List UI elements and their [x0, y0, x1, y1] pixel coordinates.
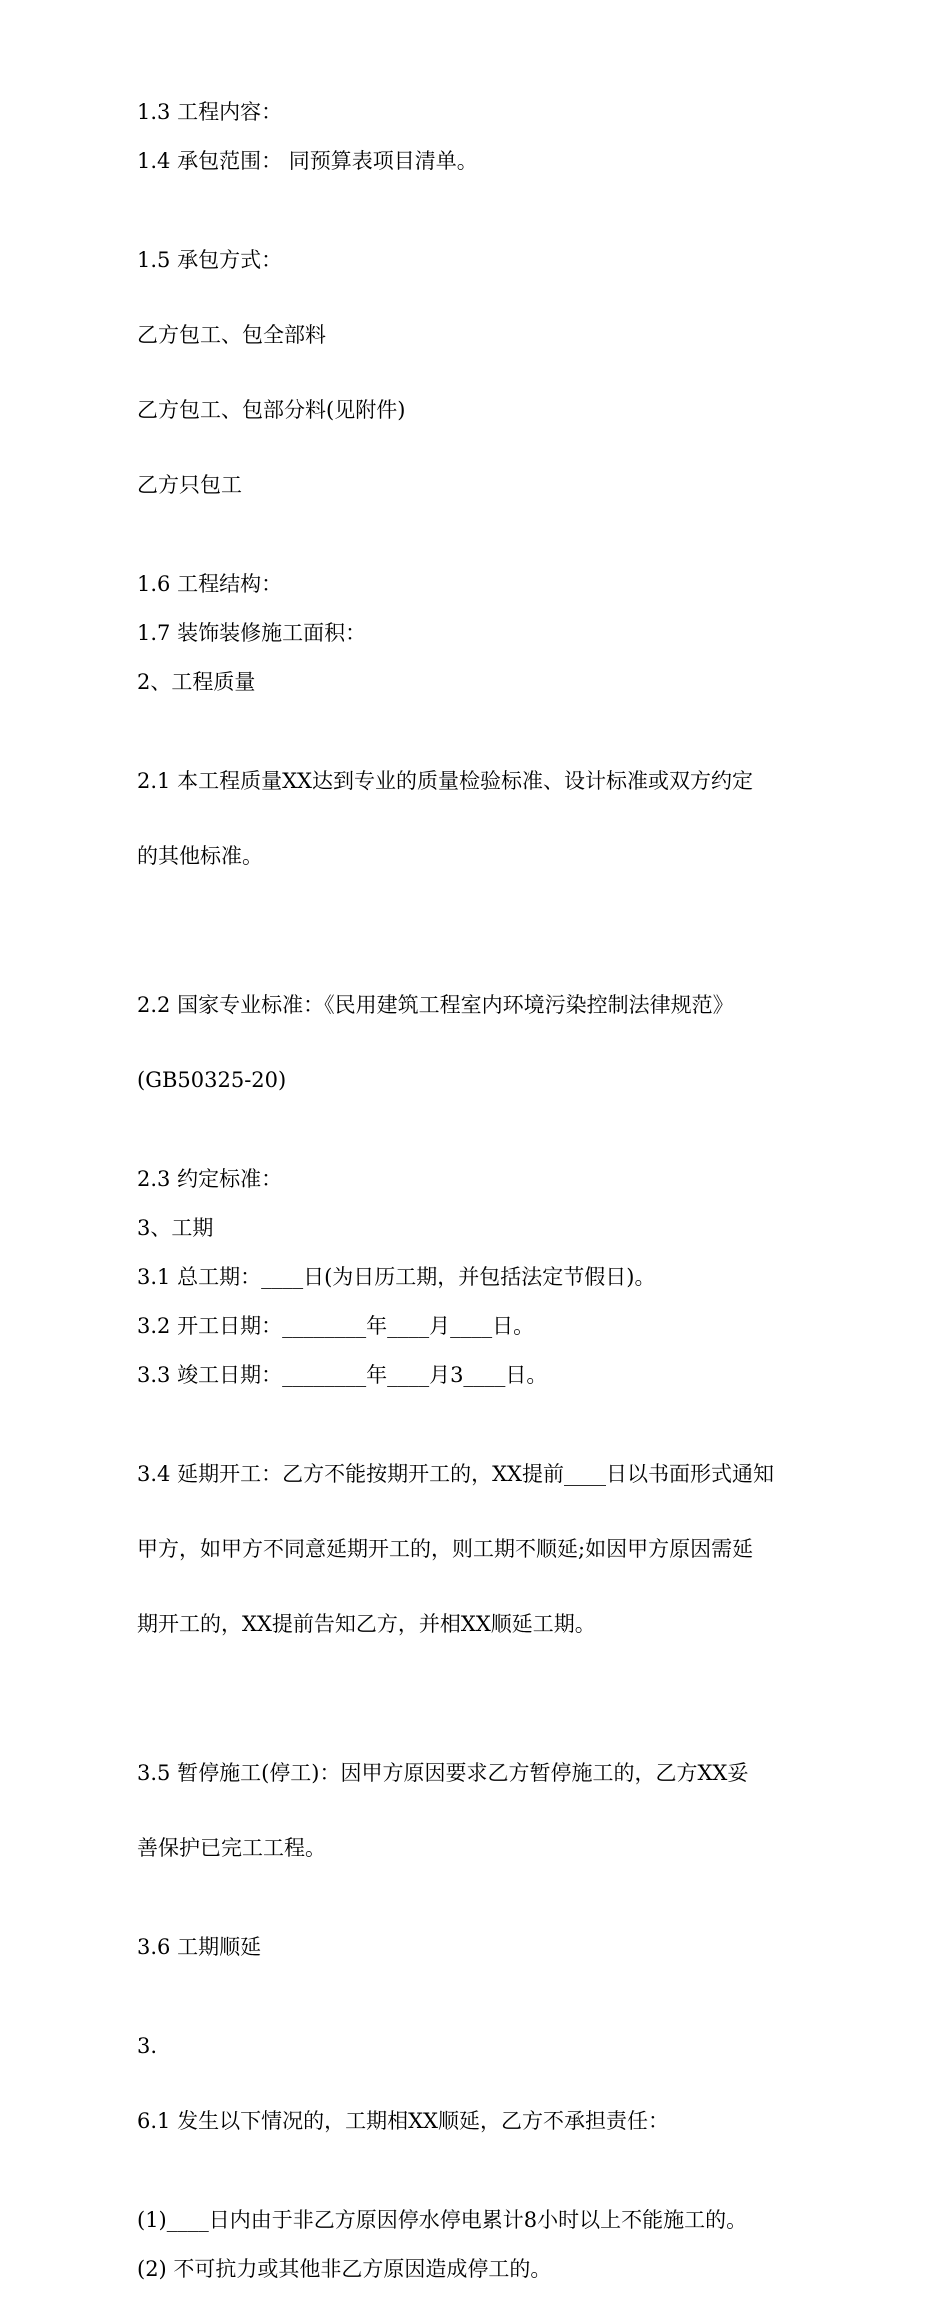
- clause-1-3: [137, 100, 827, 125]
- clause-3-1: [137, 1265, 827, 1290]
- item-2: [137, 2257, 827, 2282]
- clause-3-5: [137, 1711, 827, 1911]
- section-heading: 2、工程质量: [137, 670, 256, 694]
- text-line: 3.2 开工日期：________年____月____日。: [137, 1314, 535, 1338]
- text-line: (2) 不可抗力或其他非乙方原因造成停工的。: [137, 2257, 552, 2281]
- text-line: 3.3 竣工日期：________年____月3____日。: [137, 1363, 548, 1387]
- clause-1-5: [137, 198, 827, 548]
- clause-1-6: [137, 572, 827, 597]
- item-1: [137, 2208, 827, 2233]
- text-line: 期开工的，XX提前告知乙方，并相XX顺延工期。: [137, 1612, 596, 1636]
- text-line: 善保护已完工工程。: [137, 1836, 326, 1860]
- text-line: 3.4 延期开工：乙方不能按期开工的，XX提前____日以书面形式通知: [137, 1462, 774, 1486]
- text-line: 的其他标准。: [137, 844, 263, 868]
- text-line: 3.6 工期顺延: [137, 1935, 262, 1959]
- text-line: 6.1 发生以下情况的，工期相XX顺延，乙方不承担责任：: [137, 2109, 669, 2133]
- clause-2-1: [137, 719, 827, 919]
- clause-3-2: [137, 1314, 827, 1339]
- clause-2-3: [137, 1167, 827, 1192]
- option-line: 乙方包工、包部分料(见附件): [137, 398, 406, 422]
- text-line: 3.1 总工期：____日(为日历工期，并包括法定节假日)。: [137, 1265, 656, 1289]
- clause-3-6-1: [137, 1984, 827, 2184]
- text-line: (GB50325-20): [137, 1068, 287, 1092]
- text-line: 2.3 约定标准：: [137, 1167, 283, 1191]
- clause-2-2: [137, 943, 827, 1143]
- text-line: 1.5 承包方式：: [137, 248, 283, 272]
- text-line: 2.1 本工程质量XX达到专业的质量检验标准、设计标准或双方约定: [137, 769, 753, 793]
- section-heading: 3、工期: [137, 1216, 214, 1240]
- text-line: 1.7 装饰装修施工面积：: [137, 621, 367, 645]
- document-body: [137, 100, 827, 2306]
- text-line: 3.5 暂停施工(停工)：因甲方原因要求乙方暂停施工的，乙方XX妥: [137, 1761, 749, 1785]
- option-line: 乙方包工、包全部料: [137, 323, 326, 347]
- clause-3-4: [137, 1412, 827, 1687]
- text-line: 甲方，如甲方不同意延期开工的，则工期不顺延;如因甲方原因需延: [137, 1537, 754, 1561]
- text-line: 1.4 承包范围： 同预算表项目清单。: [137, 149, 478, 173]
- clause-1-7: [137, 621, 827, 646]
- section-3-heading: [137, 1216, 827, 1241]
- text-line: 1.3 工程内容：: [137, 100, 283, 124]
- clause-3-3: [137, 1363, 827, 1388]
- clause-1-4: [137, 149, 827, 174]
- clause-3-6: [137, 1935, 827, 1960]
- option-line: 乙方只包工: [137, 473, 242, 497]
- text-line: (1)____日内由于非乙方原因停水停电累计8小时以上不能施工的。: [137, 2208, 748, 2232]
- text-line: 2.2 国家专业标准：《民用建筑工程室内环境污染控制法律规范》: [137, 993, 734, 1017]
- text-line: 3.: [137, 2034, 158, 2058]
- text-line: 1.6 工程结构：: [137, 572, 283, 596]
- section-2-heading: [137, 670, 827, 695]
